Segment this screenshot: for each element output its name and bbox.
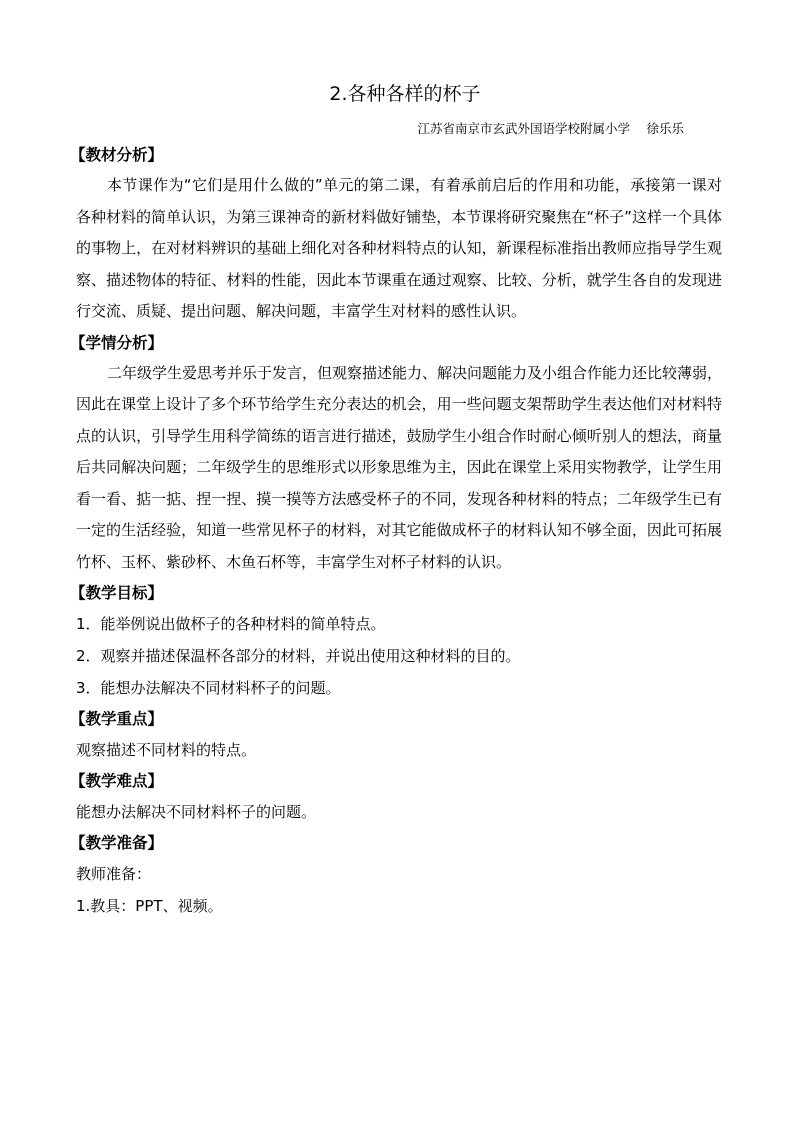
author-line: 江苏省南京市玄武外国语学校附属小学 徐乐乐 bbox=[417, 121, 684, 136]
objective-item: 2．观察并描述保温杯各部分的材料，并说出使用这种材料的目的。 bbox=[76, 647, 521, 665]
textbook-analysis-paragraph: 本节课作为“它们是用什么做的”单元的第二课，有着承前启后的作用和功能，承接第一课对各种材料的简单认识，为第三课神奇的新材料做好铺垫，本节课将研究聚焦在“杯子”这样一个具体的事物上，在对材料辨识的基础上细化对各种材料特点的认知，新课程标准指出教师应指导学生观察、描述物体的特征、材料的性能，因此本节课重在通过观察、比较、分析，就学生各自的发现进行交流、质疑、提出问题、解决问题，丰富学生对材料的感性认识。 bbox=[76, 176, 722, 320]
section-heading-objectives: 【教学目标】 bbox=[70, 584, 164, 602]
preparation-line: 教师准备： bbox=[76, 865, 152, 883]
section-heading-textbook-analysis: 【教材分析】 bbox=[70, 146, 164, 164]
section-heading-difficulties: 【教学难点】 bbox=[70, 772, 164, 790]
objective-item: 3．能想办法解决不同材料杯子的问题。 bbox=[76, 679, 341, 697]
section-heading-key-points: 【教学重点】 bbox=[70, 710, 164, 728]
student-analysis-paragraph: 二年级学生爱思考并乐于发言，但观察描述能力、解决问题能力及小组合作能力还比较薄弱，因此在课堂上设计了多个环节给学生充分表达的机会，用一些问题支架帮助学生表达他们对材料特点的认识，引导学生用科学简练的语言进行描述，鼓励学生小组合作时耐心倾听别人的想法，商量后共同解决问题；二年级学生的思维形式以形象思维为主，因此在课堂上采用实物教学，让学生用看一看、掂一掂、捏一捏、摸一摸等方法感受杯子的不同，发现各种材料的特点；二年级学生已有一定的生活经验，知道一些常见杯子的材料，对其它能做成杯子的材料认知不够全面，因此可拓展竹杯、玉杯、紫砂杯、木鱼石杯等，丰富学生对杯子材料的认识。 bbox=[76, 363, 723, 571]
section-heading-preparation: 【教学准备】 bbox=[70, 834, 164, 852]
difficulties-text: 能想办法解决不同材料杯子的问题。 bbox=[76, 803, 317, 821]
document-title: 2.各种各样的杯子 bbox=[329, 83, 481, 105]
document-page bbox=[70, 80, 723, 922]
key-points-text: 观察描述不同材料的特点。 bbox=[76, 741, 257, 759]
preparation-line: 1.教具：PPT、视频。 bbox=[76, 897, 223, 915]
objective-item: 1．能举例说出做杯子的各种材料的简单特点。 bbox=[76, 615, 386, 633]
section-heading-student-analysis: 【学情分析】 bbox=[70, 333, 164, 352]
